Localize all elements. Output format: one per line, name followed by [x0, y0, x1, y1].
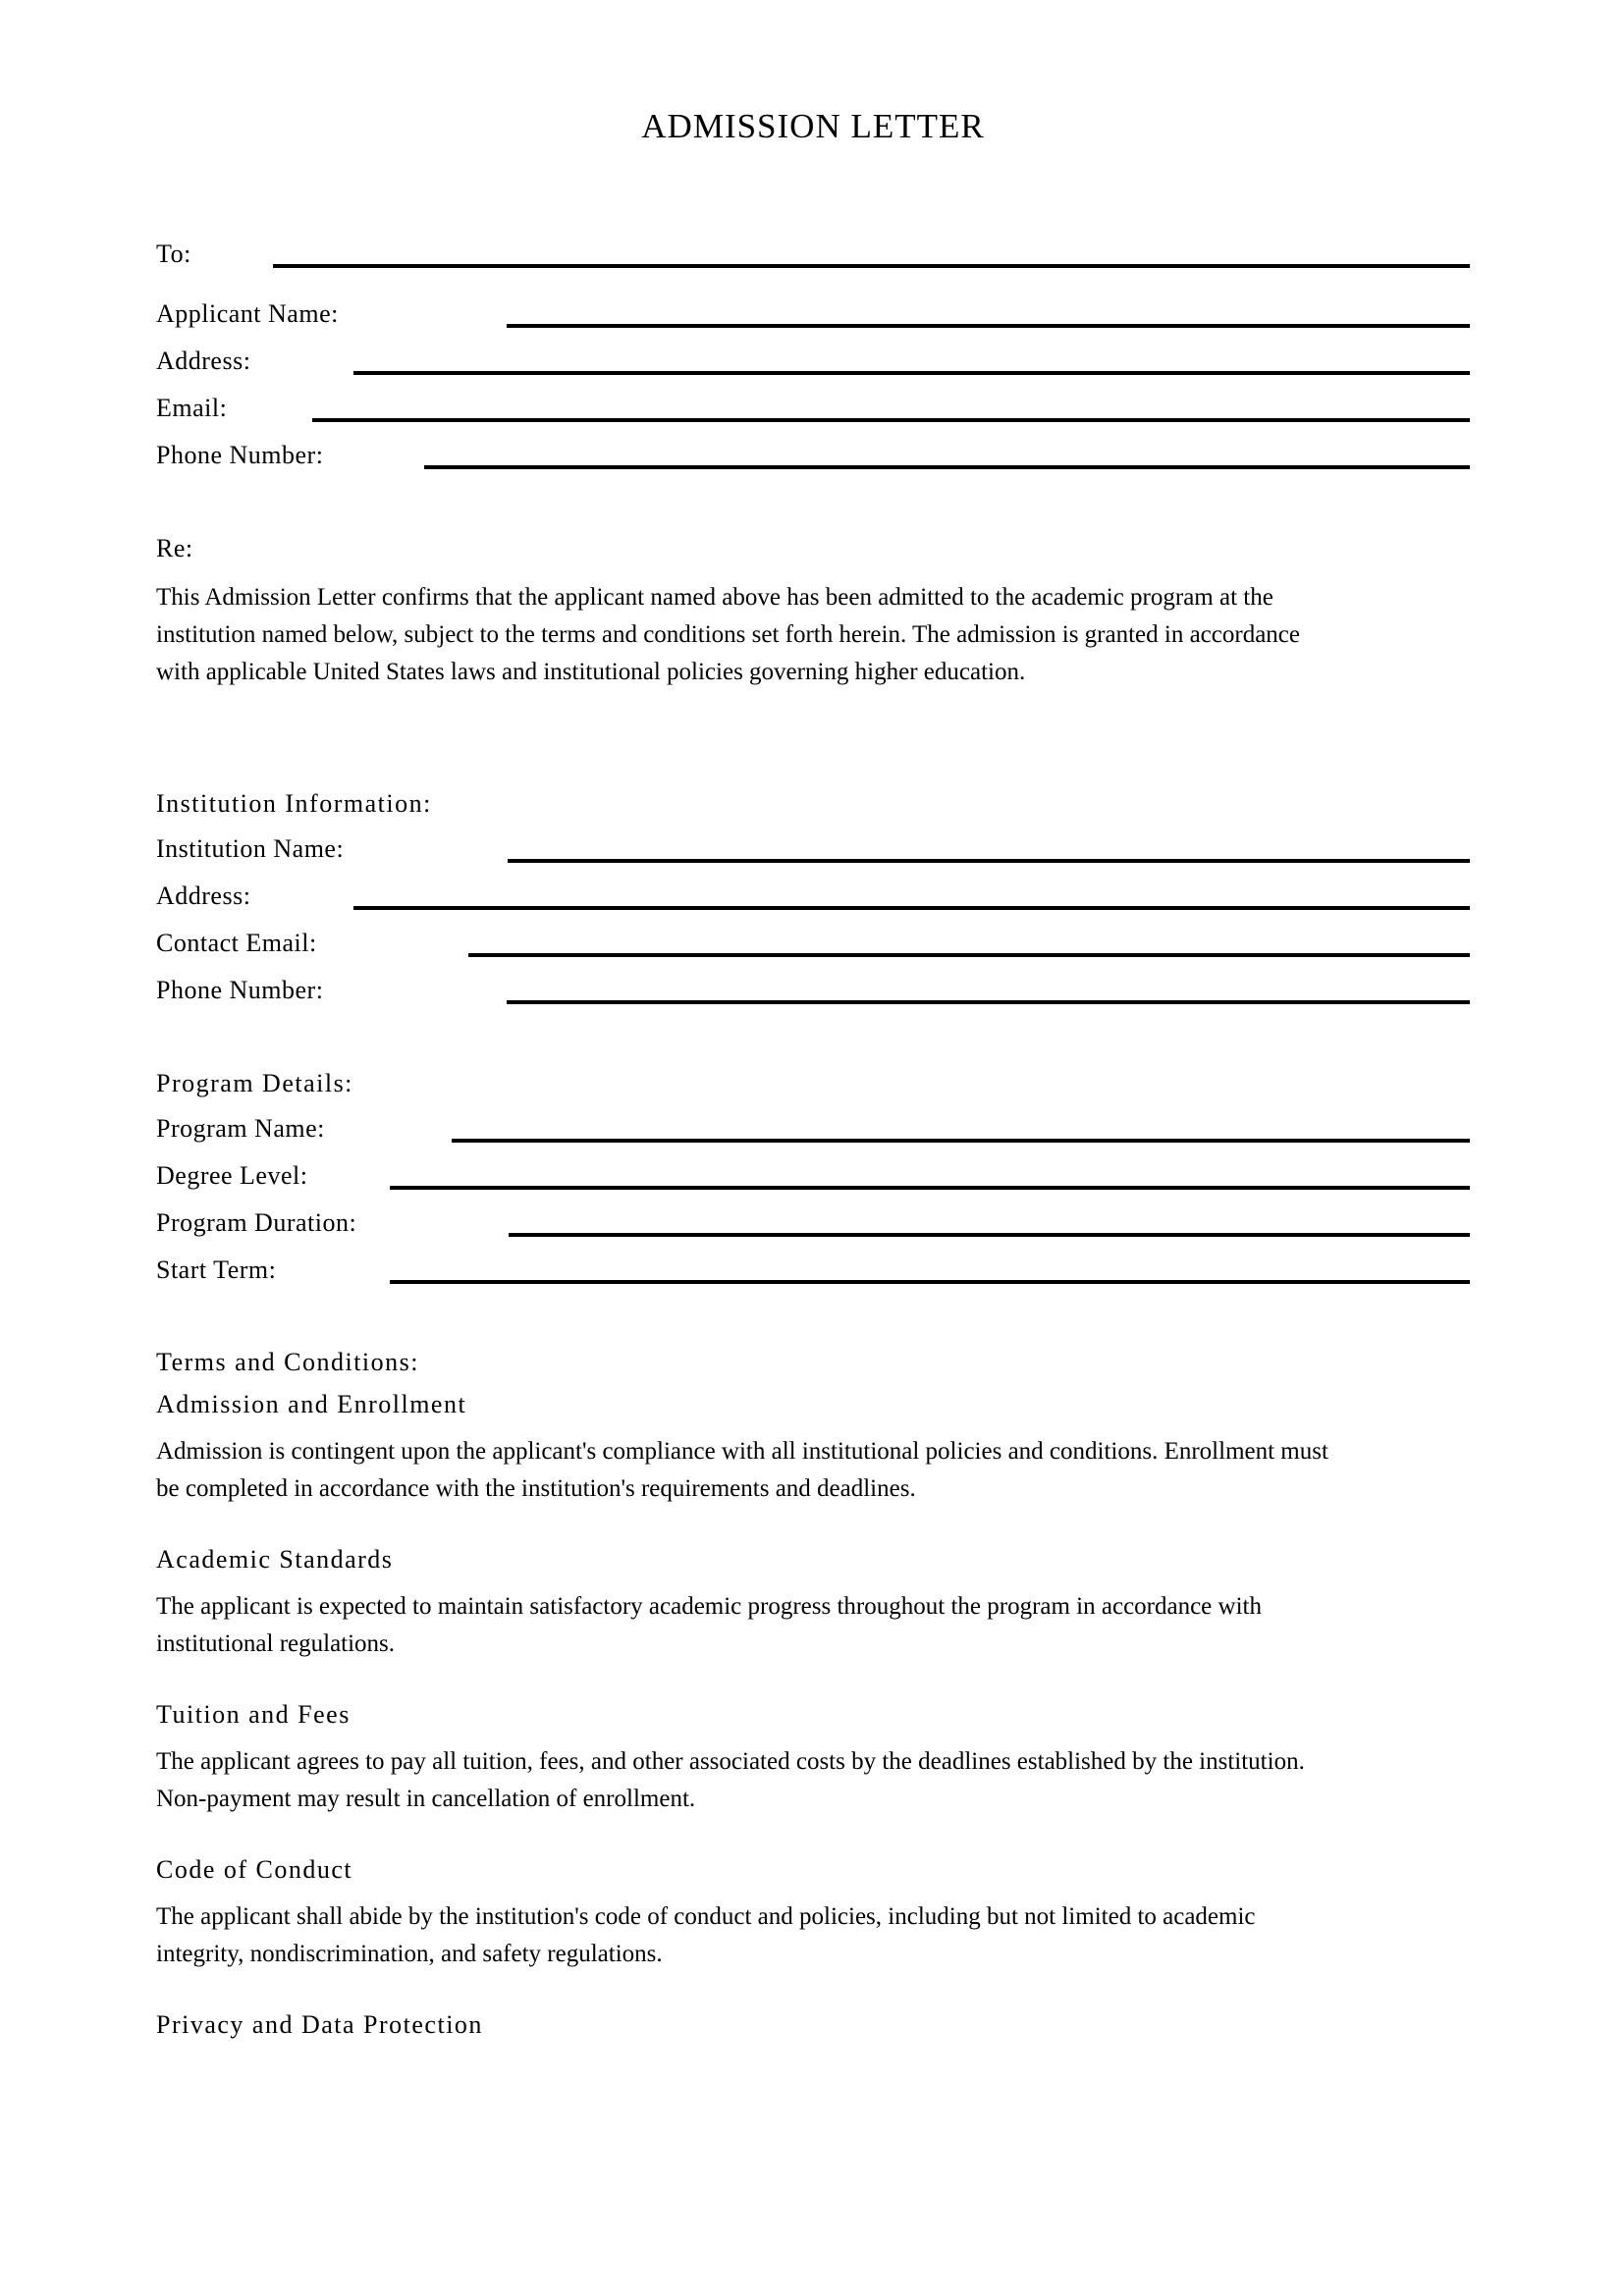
clause-body-admission-enrollment	[156, 1433, 1470, 1508]
intro-paragraph	[156, 579, 1470, 691]
institution-address-label: Address:	[156, 881, 251, 910]
clause-body-line: The applicant agrees to pay all tuition, fees, and other associated costs by the deadlines established by the institution.	[156, 1748, 1305, 1775]
applicant-phone-label: Phone Number:	[156, 441, 324, 469]
intro-line: institution named below, subject to the terms and conditions set forth herein. The admission is granted in accordance	[156, 621, 1300, 648]
re-label: Re:	[156, 534, 193, 562]
institution-name-label: Institution Name:	[156, 834, 345, 863]
clause-heading-code-of-conduct: Code of Conduct	[156, 1855, 353, 1884]
start-term-label: Start Term:	[156, 1255, 277, 1284]
start-term-field-line[interactable]	[390, 1280, 1470, 1284]
applicant-name-label: Applicant Name:	[156, 299, 339, 328]
clause-body-academic-standards	[156, 1588, 1470, 1663]
degree-level-field-line[interactable]	[390, 1186, 1470, 1190]
clause-body-line: Non-payment may result in cancellation of enrollment.	[156, 1786, 696, 1812]
institution-phone-label: Phone Number:	[156, 976, 324, 1004]
applicant-name-field-line[interactable]	[507, 324, 1470, 328]
intro-line: This Admission Letter confirms that the applicant named above has been admitted to the academic program at the	[156, 584, 1273, 611]
applicant-email-label: Email:	[156, 394, 228, 422]
field-row-institution-contact-email	[156, 921, 1470, 960]
clause-body-line: The applicant is expected to maintain satisfactory academic progress throughout the program in accordance with	[156, 1593, 1262, 1620]
field-row-start-term	[156, 1248, 1470, 1287]
field-row-applicant-address	[156, 339, 1470, 378]
field-row-degree-level	[156, 1153, 1470, 1193]
institution-contact-email-field-line[interactable]	[468, 953, 1470, 957]
field-row-institution-phone	[156, 968, 1470, 1007]
clause-body-line: be completed in accordance with the institution's requirements and deadlines.	[156, 1475, 916, 1502]
applicant-fields-group	[156, 292, 1470, 472]
field-row-program-name	[156, 1106, 1470, 1146]
clause-body-code-of-conduct	[156, 1898, 1470, 1973]
clause-body-line: institutional regulations.	[156, 1630, 396, 1657]
institution-address-field-line[interactable]	[353, 906, 1470, 910]
applicant-address-label: Address:	[156, 347, 251, 375]
clause-body-tuition-fees	[156, 1743, 1470, 1818]
field-row-applicant-phone	[156, 433, 1470, 472]
to-label: To:	[156, 240, 191, 268]
applicant-email-field-line[interactable]	[312, 418, 1470, 422]
intro-line: with applicable United States laws and institutional policies governing higher education.	[156, 659, 1026, 685]
program-duration-field-line[interactable]	[509, 1233, 1470, 1237]
clause-heading-admission-enrollment: Admission and Enrollment	[156, 1390, 467, 1418]
to-field-line[interactable]	[273, 264, 1470, 268]
applicant-phone-field-line[interactable]	[424, 465, 1470, 469]
clause-body-line: Admission is contingent upon the applicant's compliance with all institutional policies and conditions. Enrollment must	[156, 1438, 1328, 1465]
institution-fields-group	[156, 827, 1470, 1007]
clause-heading-tuition-fees: Tuition and Fees	[156, 1700, 351, 1729]
institution-phone-field-line[interactable]	[507, 1000, 1470, 1004]
degree-level-label: Degree Level:	[156, 1161, 308, 1190]
applicant-address-field-line[interactable]	[353, 371, 1470, 375]
institution-section-heading: Institution Information:	[156, 789, 432, 818]
page-title: ADMISSION LETTER	[641, 107, 985, 145]
institution-name-field-line[interactable]	[508, 859, 1470, 863]
clause-body-line: integrity, nondiscrimination, and safety regulations.	[156, 1941, 663, 1967]
field-row-institution-name	[156, 827, 1470, 866]
field-row-program-duration	[156, 1201, 1470, 1240]
program-section-heading: Program Details:	[156, 1069, 353, 1097]
program-duration-label: Program Duration:	[156, 1208, 357, 1237]
program-name-field-line[interactable]	[452, 1139, 1470, 1143]
terms-section-heading: Terms and Conditions:	[156, 1348, 420, 1376]
program-name-label: Program Name:	[156, 1114, 325, 1143]
clause-heading-academic-standards: Academic Standards	[156, 1545, 394, 1574]
field-row-institution-address	[156, 874, 1470, 913]
clause-heading-privacy-data-protection: Privacy and Data Protection	[156, 2010, 483, 2039]
field-row-to	[156, 232, 1470, 271]
field-row-applicant-name	[156, 292, 1470, 331]
institution-contact-email-label: Contact Email:	[156, 929, 317, 957]
program-fields-group	[156, 1106, 1470, 1287]
field-row-applicant-email	[156, 386, 1470, 425]
clause-body-line: The applicant shall abide by the institution's code of conduct and policies, including but not limited to academic	[156, 1903, 1256, 1930]
